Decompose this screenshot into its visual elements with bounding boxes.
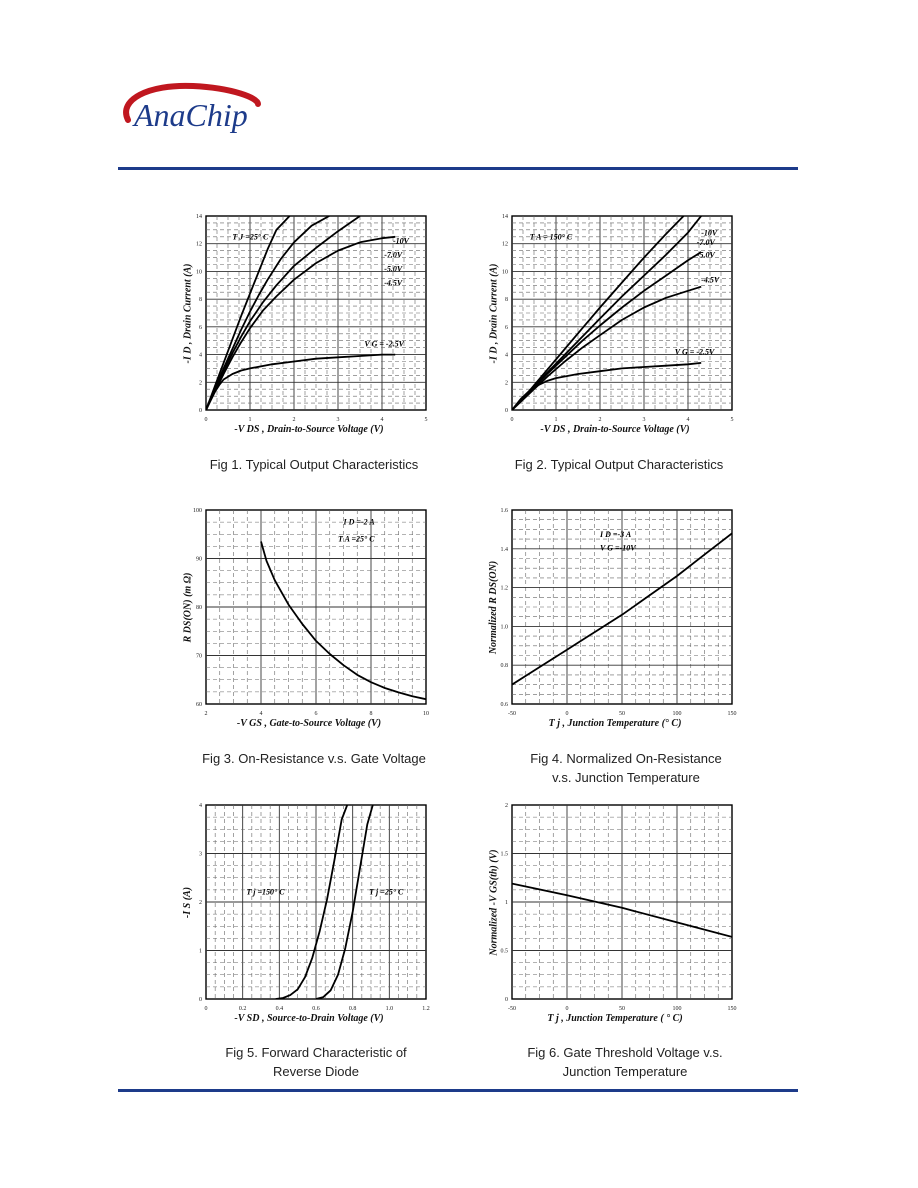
annotation-label: -4.5V — [384, 278, 403, 288]
y-tick-label: 8 — [505, 297, 508, 304]
y-tick-label: 1.4 — [500, 546, 508, 553]
y-tick-label: 100 — [193, 508, 202, 514]
y-tick-label: 0.8 — [500, 663, 508, 670]
x-tick-label: 100 — [672, 1006, 682, 1012]
fig3-svg — [180, 502, 438, 724]
y-tick-label: 1.2 — [500, 585, 508, 592]
x-tick-label: 1 — [554, 417, 558, 423]
fig4-svg — [486, 502, 744, 724]
y-tick-label: 6 — [199, 324, 202, 331]
y-tick-label: 0 — [199, 997, 202, 1003]
fig1-svg — [180, 208, 438, 430]
x-tick-label: 100 — [672, 711, 682, 717]
x-tick-label: 4 — [686, 417, 690, 423]
annotation-label: V G = -2.5V — [364, 339, 404, 349]
annotation-label: -7.0V — [696, 238, 715, 248]
fig1-caption: Fig 1. Typical Output Characteristics — [209, 457, 419, 472]
x-axis-label: -V GS , Gate-to-Source Voltage (V) — [236, 718, 382, 729]
x-tick-label: 1 — [248, 417, 252, 423]
y-tick-label: 12 — [502, 241, 508, 248]
y-tick-label: 80 — [196, 605, 202, 611]
annotation-label: -5.0V — [696, 250, 715, 260]
fig6-svg — [486, 797, 744, 1019]
y-tick-label: 4 — [505, 352, 508, 359]
y-tick-label: 8 — [199, 297, 202, 304]
y-tick-label: 14 — [196, 214, 202, 220]
fig2-caption: Fig 2. Typical Output Characteristics — [514, 457, 724, 472]
y-tick-label: 0 — [199, 408, 202, 414]
x-tick-label: 0 — [204, 417, 208, 423]
x-tick-label: 6 — [314, 711, 318, 717]
x-tick-label: -50 — [508, 711, 516, 717]
annotation-label: T j =25° C — [369, 887, 404, 897]
y-tick-label: 0 — [505, 997, 508, 1003]
x-tick-label: 2 — [292, 417, 296, 423]
y-tick-label: 14 — [502, 214, 508, 220]
annotation-label: I D =-3 A — [600, 530, 632, 540]
y-tick-label: 10 — [502, 269, 508, 276]
y-tick-label: 2 — [199, 900, 202, 906]
x-tick-label: 150 — [727, 1006, 737, 1012]
y-axis-label: Normalized R DS(ON) — [488, 560, 500, 654]
y-tick-label: 1 — [505, 900, 508, 906]
x-tick-label: 5 — [730, 417, 734, 423]
anachip-logo — [118, 80, 268, 142]
fig2-chart — [486, 208, 744, 435]
x-tick-label: 5 — [424, 417, 428, 423]
y-tick-label: 1 — [199, 948, 202, 955]
fig6-chart — [486, 797, 744, 1024]
y-tick-label: 4 — [199, 352, 202, 359]
fig2-svg — [486, 208, 744, 430]
fig5-caption: Fig 5. Forward Characteristic of Reverse Diode — [225, 1045, 407, 1079]
x-tick-label: -50 — [508, 1006, 516, 1012]
x-tick-label: 1.0 — [385, 1006, 394, 1012]
x-tick-label: 3 — [336, 417, 340, 423]
footer-rule — [118, 1089, 798, 1092]
x-tick-label: 0.2 — [238, 1006, 247, 1012]
x-axis-label: -V DS , Drain-to-Source Voltage (V) — [540, 424, 690, 435]
annotation-label: -5.0V — [384, 264, 403, 274]
fig3-caption: Fig 3. On-Resistance v.s. Gate Voltage — [202, 751, 426, 766]
annotation-label: V G = -2.5V — [674, 347, 715, 357]
annotation-label: -10V — [701, 228, 718, 238]
fig4-caption: Fig 4. Normalized On-Resistance v.s. Junction Temperature — [530, 751, 722, 785]
annotation-label: T j =150° C — [246, 887, 285, 897]
fig5-chart — [180, 797, 438, 1024]
y-tick-label: 4 — [199, 803, 202, 809]
x-tick-label: 10 — [423, 711, 429, 717]
annotation-label: -10V — [393, 236, 409, 246]
y-axis-label: Normalized -V GS(th) (V) — [488, 848, 500, 956]
annotation-label: -7.0V — [384, 250, 403, 260]
logo-text: AnaChip — [134, 97, 248, 133]
annotation-label: T A =25° C — [338, 534, 375, 544]
x-axis-label: T j , Junction Temperature ( ° C) — [547, 1013, 683, 1024]
x-tick-label: 8 — [369, 711, 373, 717]
x-tick-label: 50 — [619, 711, 625, 717]
y-tick-label: 1.6 — [500, 508, 508, 514]
x-tick-label: 1.2 — [422, 1006, 430, 1012]
annotation-label: I D =-2 A — [343, 517, 375, 527]
y-tick-label: 70 — [196, 653, 202, 660]
y-tick-label: 0 — [505, 408, 508, 414]
x-axis-label: -V SD , Source-to-Drain Voltage (V) — [234, 1013, 384, 1024]
fig4-chart — [486, 502, 744, 729]
y-tick-label: 60 — [196, 702, 202, 708]
fig3-chart — [180, 502, 438, 729]
annotation-label: T A = 150° C — [529, 232, 573, 242]
annotation-label: T J =25° C — [232, 232, 269, 242]
x-tick-label: 0.6 — [312, 1006, 320, 1012]
y-tick-label: 12 — [196, 241, 202, 248]
annotation-label: -4.5V — [701, 275, 720, 285]
y-tick-label: 2 — [505, 380, 508, 387]
header-rule — [118, 167, 798, 170]
x-tick-label: 3 — [642, 417, 646, 423]
x-tick-label: 150 — [727, 711, 737, 717]
x-tick-label: 50 — [619, 1006, 625, 1012]
x-tick-label: 0 — [510, 417, 514, 423]
y-axis-label: -I D , Drain Current (A) — [488, 262, 500, 364]
y-tick-label: 1.5 — [500, 851, 508, 858]
y-tick-label: 0.6 — [500, 702, 508, 708]
y-tick-label: 6 — [505, 324, 508, 331]
y-tick-label: 2 — [505, 803, 508, 809]
x-tick-label: 2 — [598, 417, 602, 423]
fig5-svg — [180, 797, 438, 1019]
y-tick-label: 0.5 — [500, 948, 508, 955]
x-tick-label: 0 — [565, 711, 569, 717]
y-tick-label: 90 — [196, 556, 202, 563]
x-tick-label: 0.4 — [275, 1006, 284, 1012]
y-tick-label: 1.0 — [500, 624, 508, 631]
y-tick-label: 3 — [199, 851, 202, 858]
y-tick-label: 2 — [199, 380, 202, 387]
x-tick-label: 4 — [380, 417, 384, 423]
y-axis-label: -I S (A) — [182, 886, 194, 918]
x-axis-label: T j , Junction Temperature (° C) — [548, 718, 682, 729]
x-tick-label: 4 — [259, 711, 263, 717]
fig6-caption: Fig 6. Gate Threshold Voltage v.s. Junction Temperature — [527, 1045, 723, 1079]
y-axis-label: -I D , Drain Current (A) — [182, 262, 194, 364]
y-axis-label: R DS(ON) (m Ω) — [181, 572, 193, 642]
x-tick-label: 0 — [204, 1006, 208, 1012]
y-tick-label: 10 — [196, 269, 202, 276]
x-tick-label: 2 — [204, 711, 208, 717]
x-axis-label: -V DS , Drain-to-Source Voltage (V) — [234, 424, 384, 435]
x-tick-label: 0.8 — [348, 1006, 357, 1012]
x-tick-label: 0 — [565, 1006, 569, 1012]
annotation-label: V G =-10V — [600, 543, 636, 553]
fig1-chart — [180, 208, 438, 435]
